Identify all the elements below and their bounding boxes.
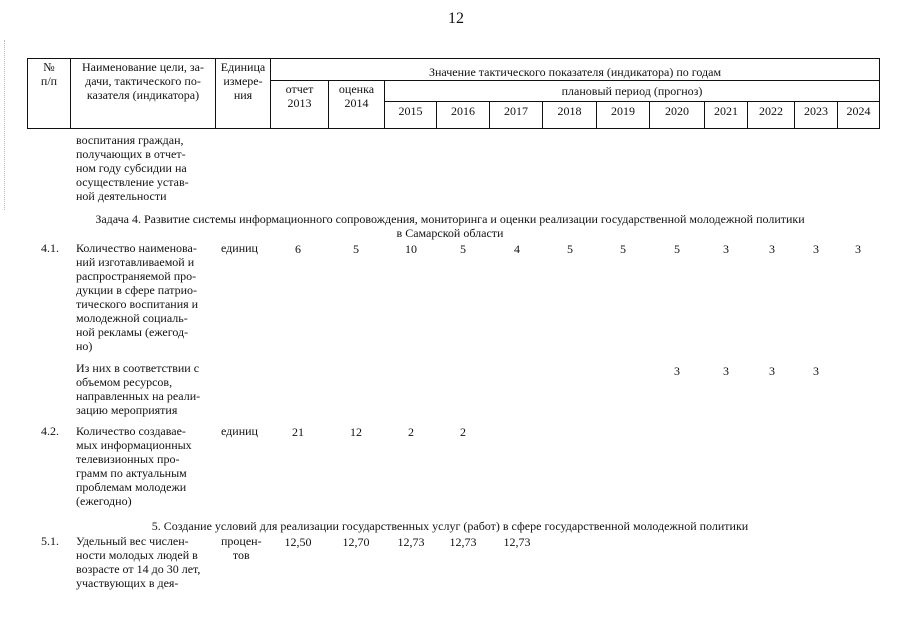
value-2021: 3 [723,364,729,378]
header-values-title: Значение тактического показателя (индикатора) по годам [428,65,722,79]
value-2021: 3 [723,242,729,256]
header-year: 2018 [557,104,582,118]
value-2016: 12,73 [449,535,477,549]
value-2013: 6 [295,242,301,256]
task4-title-line2: в Самарской области [396,226,504,240]
header-year: 2017 [504,104,528,118]
value-2015: 10 [405,242,417,256]
row-unit: процен- тов [221,534,262,562]
row-unit: единиц [221,424,258,438]
header-year: 2020 [665,104,689,118]
row-name: Количество наименова- ний изготавливаемой и распространяемой про- дукции в сфере патрио- тического воспитания и молодежной социаль- ной рекламы (ежегод- но) [76,241,199,353]
value-2022: 3 [769,242,775,256]
page-number: 12 [448,10,464,27]
value-2018: 5 [567,242,573,256]
header-num: № п/п [40,60,58,88]
header-year: 2015 [398,104,423,118]
row-number: 4.1. [41,241,59,255]
row-name: Удельный вес числен- ности молодых людей в возрасте от 14 до 30 лет, участвующих в дея- [76,534,201,590]
row-name: Количество создавае- мых информационных телевизионных про- грамм по актуальным проблемам молодежи (ежегодно) [76,424,192,508]
header-year: 2022 [759,104,783,118]
section5-title: 5. Создание условий для реализации государственных услуг (работ) в сфере государственной молодежной политики [151,519,749,533]
row-name: Из них в соответствии с объемом ресурсов, направленных на реали- зацию мероприятия [76,361,201,417]
task4-title-line1: Задача 4. Развитие системы информационного сопровождения, мониторинга и оценки реализации государственной молодежной политики [95,212,805,226]
value-2022: 3 [769,364,775,378]
value-2024: 3 [855,242,861,256]
row-unit: единиц [221,241,258,255]
value-2015: 2 [408,425,414,439]
value-2013: 12,50 [284,535,312,549]
header-report: отчет 2013 [285,82,314,110]
header-year: 2023 [804,104,828,118]
header-year: 2019 [611,104,635,118]
header-estimate: оценка 2014 [338,82,375,110]
header-year: 2024 [846,104,871,118]
value-2020: 3 [674,364,680,378]
value-2019: 5 [620,242,626,256]
header-unit: Единица измере- ния [220,60,266,102]
carryover-text: воспитания граждан, получающих в отчет- ном году субсидии на осуществление устав- ной деятельности [76,133,189,203]
value-2020: 5 [674,242,680,256]
row-number: 5.1. [41,534,59,548]
value-2013: 21 [292,425,304,439]
value-2023: 3 [813,364,819,378]
value-2014: 5 [353,242,359,256]
value-2017: 12,73 [503,535,531,549]
value-2014: 12 [350,425,362,439]
value-2016: 5 [460,242,466,256]
value-2023: 3 [813,242,819,256]
header-year: 2021 [714,104,738,118]
value-2016: 2 [460,425,466,439]
header-name: Наименование цели, за- дачи, тактического по- казателя (индикатора) [82,60,204,102]
margin-scribble [4,40,23,210]
value-2017: 4 [514,242,520,256]
value-2015: 12,73 [397,535,425,549]
row-number: 4.2. [41,424,59,438]
value-2014: 12,70 [342,535,370,549]
header-year: 2016 [451,104,475,118]
header-plan: плановый период (прогноз) [561,84,703,98]
